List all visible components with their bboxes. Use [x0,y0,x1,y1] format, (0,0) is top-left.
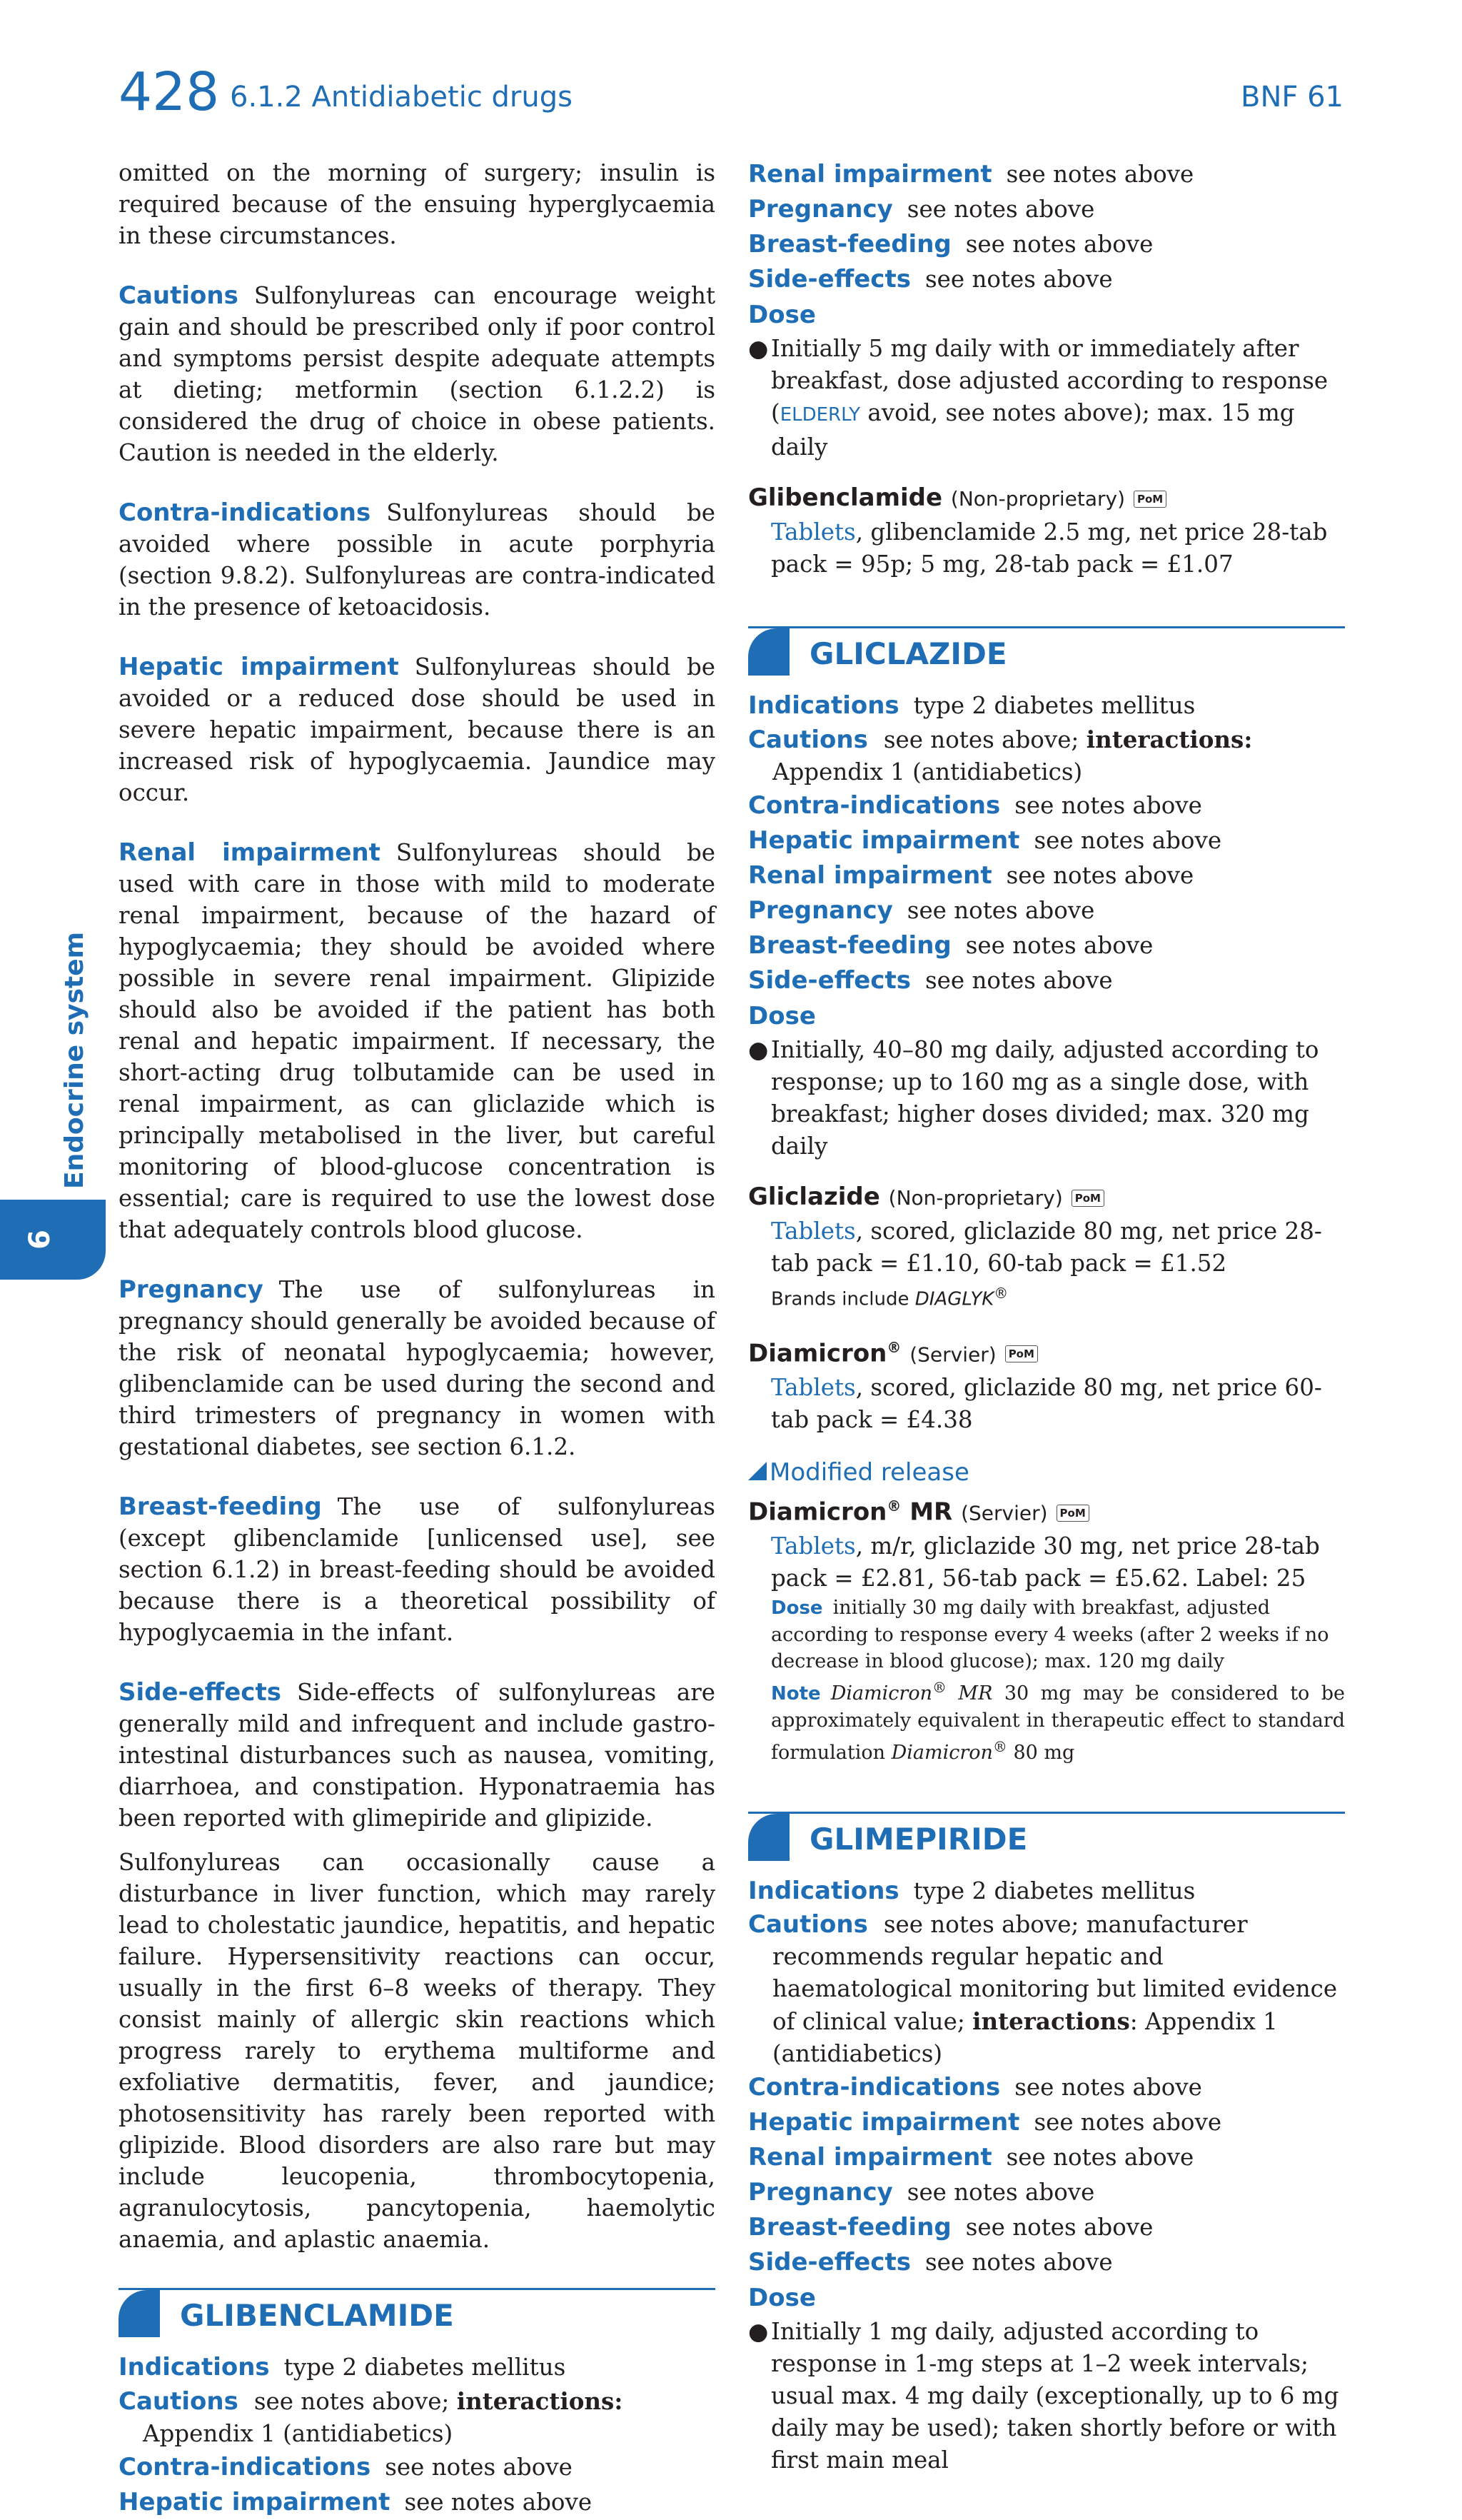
glimepiride-breast-feeding: Breast-feeding see notes above [748,2213,1154,2242]
gliclazide-side-effects: Side-effects see notes above [748,966,1113,995]
glimepiride-pregnancy: Pregnancy see notes above [748,2178,1095,2207]
gliclazide-pregnancy: Pregnancy see notes above [748,896,1095,925]
preparation-diamicron: Diamicron® (Servier) PoM Tablets, scored, gliclazide 80 mg, net price 60-tab pack = £4.38 [748,1338,1322,1433]
gliclazide-breast-feeding: Breast-feeding see notes above [748,931,1154,960]
monograph-header-gliclazide [748,626,1345,678]
mr-dose-note: Dose initially 30 mg daily with breakfast, adjusted according to response every 4 weeks (after 2 weeks if no decrease in blood glucose); max. 120 mg daily [771,1597,1329,1673]
contra-indications-paragraph: Contra-indications Sulfonylureas should be avoided where possible in acute porphyria (section 9.8.2). Sulfonylureas are contra-indicated in the presence of ketoacidosis. [119,498,715,621]
page-header [119,60,1343,124]
monograph-title: GLIMEPIRIDE [810,1822,1028,1857]
cautions-paragraph: Cautions Sulfonylureas can encourage weight gain and should be prescribed only if poor control and symptoms persist despite adequate attempts at dieting; metformin (section 6.1.2.2) is considered the drug of choice in obese patients. Caution is needed in the elderly. [119,281,715,466]
preparation-gliclazide: Gliclazide (Non-proprietary) PoM Tablets, scored, gliclazide 80 mg, net price 28-tab pack = £1.10, 60-tab pack = £1.52 Brands include DIAGLYK® [748,1180,1345,1313]
glibenclamide-renal-impairment: Renal impairment see notes above [748,160,1194,189]
glimepiride-dose-heading: Dose [748,2284,816,2313]
section-title: 6.1.2 Antidiabetic drugs [230,81,573,114]
modified-release-heading: Modified release [748,1456,1345,1489]
gliclazide-dose-heading: Dose [748,1002,816,1030]
right-column [748,157,1345,2476]
glimepiride-renal-impairment: Renal impairment see notes above [748,2143,1194,2172]
chapter-label: Endocrine system [60,931,89,1189]
breast-feeding-paragraph: Breast-feeding The use of sulfonylureas (except glibenclamide [unlicensed use], see section 6.1.2) in breast-feeding should be avoided because there is a theoretical possibility of hypoglycaemia in the infant. [119,1492,715,1646]
glimepiride-cautions: Cautions see notes above; manufacturer recommends regular hepatic and haematological monitoring but limited evidence of clinical value; interactions: Appendix 1 (antidiabetics) [748,1910,1338,2068]
preparation-diamicron-mr: Diamicron® MR (Servier) PoM Tablets, m/r, gliclazide 30 mg, net price 28-tab pack = £2.81, 56-tab pack = £5.62. Label: 25 Dose initially 30 mg daily with breakfast, adjusted according to response every 4 weeks (after 2 weeks if no decrease in blood glucose); max. 120 mg daily Note Diamicron® MR 30 mg may be considered to be approximately equivalent in therapeutic effect to standard formulation Diamicron® 80 mg [748,1489,1345,1766]
glibenclamide-side-effects: Side-effects see notes above [748,265,1113,293]
monograph-title: GLIBENCLAMIDE [180,2298,454,2333]
bullet-icon: ● [748,2318,769,2346]
pom-badge: PoM [1005,1345,1038,1362]
pom-badge: PoM [1072,1190,1104,1207]
page-number: 428 [119,61,220,123]
heading: Hepatic impairment [119,653,399,681]
glibenclamide-indications: Indications type 2 diabetes mellitus [119,2353,566,2381]
monograph-header-glibenclamide [119,2288,715,2340]
gliclazide-contra-indications: Contra-indications see notes above [748,791,1202,820]
heading: Cautions [119,281,238,310]
monograph-header-glimepiride [748,1812,1345,1864]
side-effects-paragraph: Side-effects Side-effects of sulfonylureas are generally mild and infrequent and include gastro-intestinal disturbances such as nausea, vomiting, diarrhoea, and constipation. Hyponatraemia has been reported with glimepiride and glipizide. [119,1678,715,1832]
glimepiride-dose: ● Initially 1 mg daily, adjusted according to response in 1-mg steps at 1–2 week intervals; usual max. 4 mg daily (exceptionally, up to 6 mg daily may be used); taken shortly before or with first main meal [748,2316,1345,2476]
glibenclamide-dose: ● Initially 5 mg daily with or immediately after breakfast, dose adjusted according to response (ELDERLY avoid, see notes above); max. 15 mg daily [748,333,1345,463]
mr-equivalence-note: Note Diamicron® MR 30 mg may be considered to be approximately equivalent in therapeutic effect to standard formulation Diamicron® 80 mg [771,1679,1345,1764]
heading: Contra-indications [119,498,371,527]
pom-badge: PoM [1057,1505,1089,1522]
glibenclamide-dose-heading: Dose [748,301,816,329]
glibenclamide-cautions: Cautions see notes above; interactions: Appendix 1 (antidiabetics) [119,2387,623,2447]
glibenclamide-breast-feeding: Breast-feeding see notes above [748,230,1154,258]
side-effects-continued: Sulfonylureas can occasionally cause a disturbance in liver function, which may rarely lead to cholestatic jaundice, hepatitis, and hepatic failure. Hypersensitivity reactions can occur, usually in the first 6–8 weeks of therapy. They consist mainly of allergic skin reactions which progress rarely to erythema multiforme and exfoliative dermatitis, fever, and jaundice; photosensitivity has rarely been reported with glipizide. Blood disorders are also rare but may include leucopenia, thrombocytopenia, agranulocytosis, pancytopenia, haemolytic anaemia, and aplastic anaemia. [119,1849,715,2253]
intro-paragraph: omitted on the morning of surgery; insulin is required because of the ensuing hyperglycaemia in these circumstances. [119,159,715,249]
gliclazide-renal-impairment: Renal impairment see notes above [748,861,1194,890]
left-column [119,157,715,2520]
bullet-icon: ● [748,335,769,362]
gliclazide-dose: ● Initially, 40–80 mg daily, adjusted according to response; up to 160 mg as a single dose, with breakfast; higher doses divided; max. 320 mg daily [748,1034,1345,1163]
heading: Breast-feeding [119,1492,322,1521]
glimepiride-contra-indications: Contra-indications see notes above [748,2073,1202,2102]
edition-label: BNF 61 [1241,81,1343,114]
glimepiride-indications: Indications type 2 diabetes mellitus [748,1877,1196,1906]
gliclazide-cautions: Cautions see notes above; interactions: Appendix 1 (antidiabetics) [748,726,1253,785]
pom-badge: PoM [1134,491,1166,508]
gliclazide-indications: Indications type 2 diabetes mellitus [748,691,1196,720]
glimepiride-side-effects: Side-effects see notes above [748,2248,1113,2277]
chapter-number: 6 [24,1230,56,1250]
preparation-glibenclamide: Glibenclamide (Non-proprietary) PoM Tablets, glibenclamide 2.5 mg, net price 28-tab pack = 95p; 5 mg, 28-tab pack = £1.07 [748,483,1328,578]
hepatic-impairment-paragraph: Hepatic impairment Sulfonylureas should be avoided or a reduced dose should be used in severe hepatic impairment, because there is an increased risk of hypoglycaemia. Jaundice may occur. [119,653,715,806]
heading: Renal impairment [119,838,380,867]
monograph-title: GLICLAZIDE [810,636,1007,671]
glibenclamide-contra-indications: Contra-indications see notes above [119,2453,573,2481]
heading: Side-effects [119,1678,281,1707]
triangle-icon [748,1462,767,1480]
heading: Pregnancy [119,1275,263,1304]
chapter-tab [0,1200,106,1280]
gliclazide-hepatic-impairment: Hepatic impairment see notes above [748,826,1222,855]
glimepiride-hepatic-impairment: Hepatic impairment see notes above [748,2108,1222,2137]
bullet-icon: ● [748,1036,769,1063]
glibenclamide-hepatic-impairment: Hepatic impairment see notes above [119,2488,593,2516]
renal-impairment-paragraph: Renal impairment Sulfonylureas should be used with care in those with mild to moderate renal impairment, because of the hazard of hypoglycaemia; they should be avoided where possible in severe renal impairment. Glipizide should also be avoided if the patient has both renal and hepatic impairment. If necessary, the short-acting drug tolbutamide can be used in renal impairment, as can gliclazide which is principally metabolised in the liver, but careful monitoring of blood-glucose concentration is essential; care is required to use the lowest dose that adequately controls blood glucose. [119,838,715,1243]
brands-note: Brands include DIAGLYK® [771,1285,1009,1310]
glibenclamide-pregnancy: Pregnancy see notes above [748,195,1095,224]
pregnancy-paragraph: Pregnancy The use of sulfonylureas in pregnancy should generally be avoided because of the risk of neonatal hypoglycaemia; however, glibenclamide can be used during the second and third trimesters of pregnancy in women with gestational diabetes, see section 6.1.2. [119,1275,715,1460]
